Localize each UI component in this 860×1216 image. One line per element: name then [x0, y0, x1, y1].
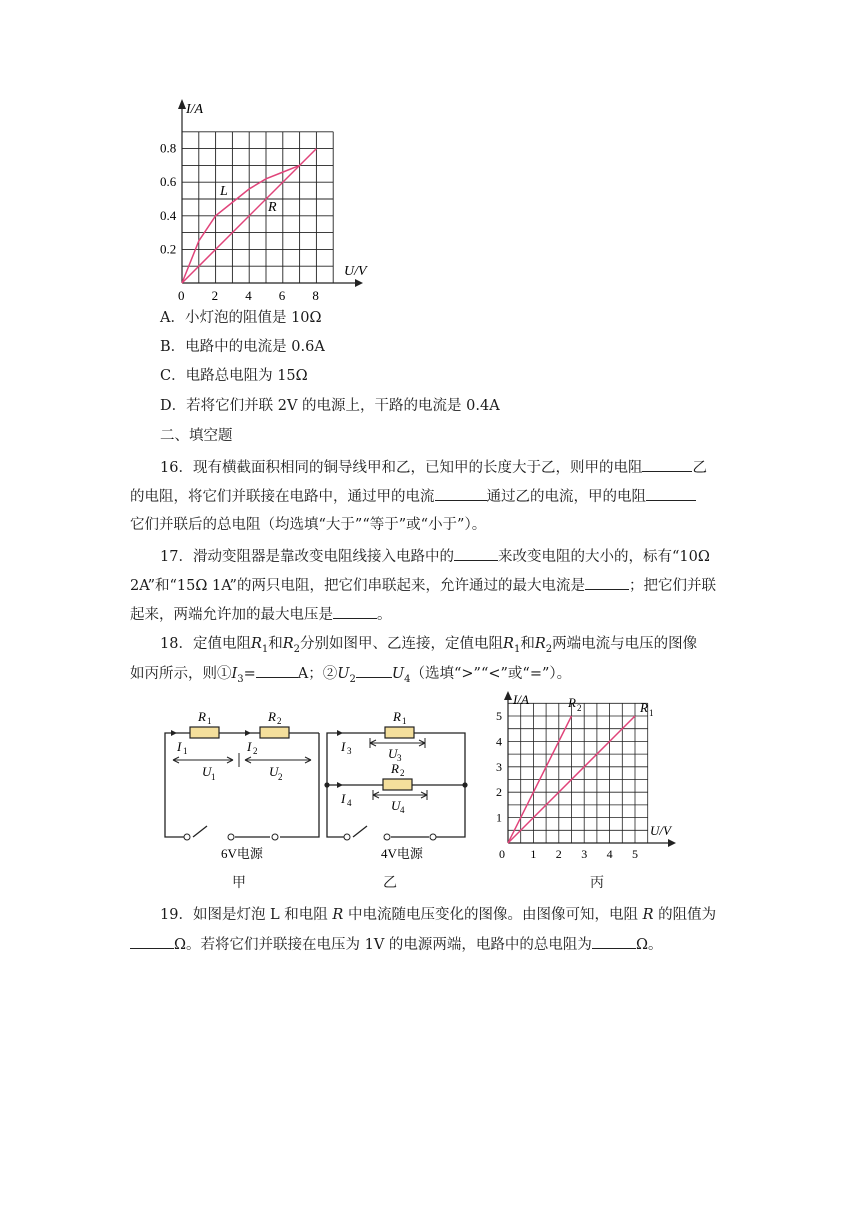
q19-symbol: R	[332, 907, 344, 923]
q18-text: 18．定值电阻	[160, 636, 251, 652]
q18-symbol: R	[250, 636, 262, 652]
switch-contact	[384, 834, 390, 840]
graph3-x-tick: 3	[581, 847, 588, 861]
iu-graph-lamp-resistor	[160, 95, 390, 305]
q19-line1	[160, 905, 716, 925]
switch-pivot	[184, 834, 190, 840]
q18-text: 和	[268, 636, 283, 652]
graph1-y-label: I/A	[186, 102, 204, 117]
q16-blank-3[interactable]	[646, 486, 696, 501]
label-r2: R	[268, 709, 276, 724]
q18-symbol: R	[534, 636, 546, 652]
label-u3-sub: 3	[397, 753, 402, 763]
graph1-x-label: U/V	[344, 264, 367, 279]
q16-text: 乙	[692, 460, 707, 476]
caption-yi: 乙	[383, 875, 397, 891]
circuit-jia-series	[155, 700, 330, 865]
graph1-L-label: L	[220, 184, 228, 199]
q18-text: 分别如图甲、乙连接，定值电阻	[300, 636, 504, 652]
q19-text: 的阻值为	[658, 907, 717, 923]
resistor-r2	[383, 779, 412, 790]
graph1-y-tick: 0.8	[160, 140, 177, 156]
q18-text: A；②	[297, 666, 338, 682]
q17-text: 。	[377, 607, 392, 623]
graph3-x-arrow	[668, 839, 676, 847]
q17-line2	[130, 575, 716, 596]
q18-symbol: U	[337, 666, 350, 682]
label-u2-sub: 2	[278, 772, 283, 782]
graph3-x-tick: 2	[555, 847, 562, 861]
graph1-x-tick: 8	[312, 288, 319, 303]
label-r1: R	[393, 709, 401, 724]
label-u4: U	[391, 798, 401, 813]
label-r1: R	[198, 709, 206, 724]
q17-line3	[130, 604, 392, 625]
label-u4-sub: 4	[400, 805, 405, 815]
q19-text: 中电流随电压变化的图像。由图像可知，电阻	[347, 907, 638, 923]
label-r1-sub: 1	[402, 716, 407, 726]
q17-text: 2A”和“15Ω 1A”的两只电阻，把它们串联起来，允许通过的最大电流是	[130, 578, 585, 594]
graph3-y-arrow	[504, 691, 512, 700]
q18-symbol: U	[391, 666, 405, 682]
graph3-y-tick: 4	[496, 734, 502, 749]
graph3-x-tick: 4	[606, 847, 613, 861]
q17-text: 来改变电阻的大小的，标有“10Ω	[497, 549, 710, 565]
q18-blank-1[interactable]	[256, 663, 298, 678]
q18-text: 和	[520, 636, 535, 652]
source-label: 4V电源	[381, 846, 423, 861]
label-i3: I	[341, 739, 346, 754]
q18-text: 如丙所示，则①	[130, 666, 232, 682]
circuit-jia-wires	[165, 733, 319, 837]
graph1-origin: 0	[178, 288, 185, 303]
label-i2-sub: 2	[253, 746, 258, 756]
label-i2: I	[247, 739, 252, 754]
iu-graph-r1-r2	[490, 690, 690, 870]
caption-jia: 甲	[232, 875, 246, 891]
label-r2-sub: 2	[400, 768, 405, 778]
graph1-x-tick: 6	[278, 288, 286, 303]
q18-blank-2[interactable]	[356, 663, 392, 678]
label-i1: I	[177, 739, 182, 754]
q19-text: Ω。	[635, 937, 663, 953]
q16-text: 16．现有横截面积相同的铜导线甲和乙，已知甲的长度大于乙，则甲的电阻	[160, 460, 643, 476]
q18-symbol: I	[231, 666, 238, 682]
q19-symbol: R	[642, 907, 654, 923]
switch-pivot	[344, 834, 350, 840]
graph3-R1-label: R	[640, 700, 648, 715]
q18-line2	[130, 663, 571, 690]
q18-sub: 1	[261, 643, 269, 655]
source-label: 6V电源	[221, 846, 263, 861]
resistor-r1	[190, 727, 219, 738]
label-i3-sub: 3	[347, 746, 352, 756]
q18-sub: 1	[513, 643, 521, 655]
q17-line1	[160, 546, 710, 567]
q19-blank-1[interactable]	[130, 934, 174, 949]
q17-blank-2[interactable]	[585, 575, 629, 590]
circuit-yi-parallel	[315, 700, 475, 865]
q16-blank-1[interactable]	[642, 457, 692, 472]
graph1-x-tick: 4	[245, 288, 252, 303]
option-b: B．电路中的电流是 0.6A	[160, 339, 325, 355]
graph3-x-tick: 5	[632, 847, 638, 861]
q19-line2	[130, 934, 662, 955]
q16-text: 的电阻，将它们并联接在电路中，通过甲的电流	[130, 489, 435, 505]
label-u3: U	[388, 746, 398, 761]
q18-text: =	[243, 666, 256, 682]
source-terminal	[430, 834, 436, 840]
graph3-R1-sub: 1	[649, 708, 654, 718]
resistor-r2	[260, 727, 289, 738]
graph3-y-tick: 5	[496, 709, 502, 723]
q16-line3: 它们并联后的总电阻（均选填“大于”“等于”或“小于”）。	[130, 517, 487, 533]
graph1-y-tick: 0.4	[160, 207, 177, 223]
label-i4-sub: 4	[347, 798, 352, 808]
q16-line2	[130, 486, 696, 507]
q18-symbol: R	[503, 636, 514, 652]
graph3-y-tick: 1	[496, 810, 502, 825]
label-u1: U	[202, 764, 212, 779]
graph3-R2-label: R	[568, 695, 576, 710]
graph1-R-label: R	[268, 200, 277, 215]
graph3-R2-sub: 2	[577, 703, 582, 713]
label-u1-sub: 1	[211, 772, 216, 782]
u3-span	[370, 738, 425, 748]
label-r2-sub: 2	[277, 716, 282, 726]
option-c: C．电路总电阻为 15Ω	[160, 368, 308, 384]
graph1-x-arrow	[355, 279, 363, 287]
graph1-x-tick: 2	[211, 288, 219, 303]
q16-blank-2[interactable]	[435, 486, 487, 501]
caption-bing: 丙	[590, 875, 604, 891]
junction-right	[462, 782, 467, 787]
graph3-y-label: I/A	[513, 692, 529, 707]
q19-blank-2[interactable]	[592, 934, 636, 949]
label-u2: U	[269, 764, 279, 779]
q16-line1	[160, 457, 707, 478]
switch-contact	[228, 834, 234, 840]
q19-text: 19．如图是灯泡 L 和电阻	[160, 907, 328, 923]
q18-text: 两端电流与电压的图像	[552, 636, 698, 652]
resistor-r1	[385, 727, 414, 738]
graph3-x-tick: 1	[530, 847, 537, 861]
label-i4: I	[341, 791, 346, 806]
q17-blank-1[interactable]	[454, 546, 498, 561]
graph1-y-tick: 0.2	[160, 241, 177, 257]
q18-sub: 2	[349, 673, 356, 685]
q18-symbol: R	[282, 636, 294, 652]
q17-text: 起来，两端允许加的最大电压是	[130, 607, 333, 623]
label-i1-sub: 1	[183, 746, 188, 756]
q18-text: （选填“>”“<”或“=”）。	[410, 666, 572, 682]
option-d: D．若将它们并联 2V 的电源上，干路的电流是 0.4A	[160, 398, 500, 414]
label-r1-sub: 1	[207, 716, 212, 726]
option-a: A．小灯泡的阻值是 10Ω	[160, 310, 322, 326]
q18-sub: 2	[545, 643, 553, 655]
q17-blank-3[interactable]	[333, 604, 377, 619]
graph3-origin: 0	[499, 847, 505, 861]
graph3-y-tick: 2	[496, 785, 502, 800]
label-r2: R	[391, 761, 399, 776]
q18-sub: 4	[404, 673, 411, 685]
q19-text: Ω。若将它们并联接在电压为 1V 的电源两端，电路中的总电阻为	[174, 937, 592, 953]
q16-text: 通过乙的电流，甲的电阻	[486, 489, 646, 505]
graph1-y-arrow	[178, 99, 186, 109]
q17-text: 17．滑动变阻器是靠改变电阻线接入电路中的	[160, 549, 454, 565]
q18-sub: 2	[293, 643, 301, 655]
junction-left	[324, 782, 329, 787]
graph3-x-label: U/V	[650, 823, 671, 838]
source-terminal	[272, 834, 278, 840]
q18-line1	[160, 634, 697, 660]
graph1-y-tick: 0.6	[160, 174, 177, 190]
q17-text: ；把它们并联	[628, 578, 716, 594]
graph3-y-tick: 3	[496, 759, 502, 774]
q18-sub: 3	[237, 673, 244, 685]
section-title: 二、填空题	[160, 428, 233, 444]
